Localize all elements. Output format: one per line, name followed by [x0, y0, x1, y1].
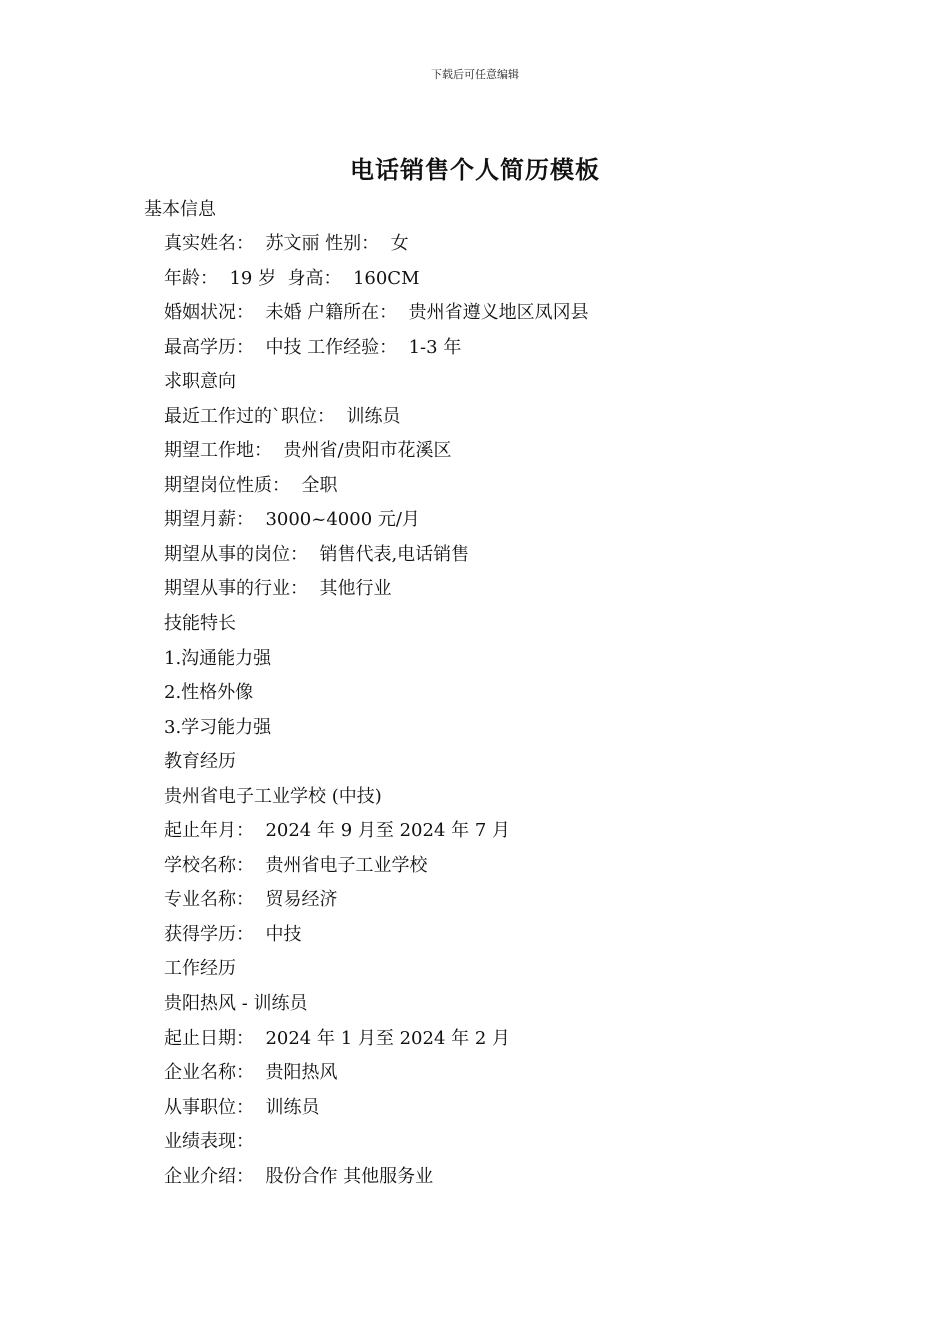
field-school-name: 学校名称： 贵州省电子工业学校 [164, 854, 428, 876]
field-job-type: 期望岗位性质： 全职 [164, 474, 338, 496]
section-heading-skills: 技能特长 [164, 613, 236, 635]
field-expected-industry: 期望从事的行业： 其他行业 [164, 578, 392, 600]
field-recent-position: 最近工作过的`职位： 训练员 [164, 405, 401, 427]
skill-item: 2.性格外像 [164, 682, 254, 704]
field-major: 专业名称： 贸易经济 [164, 889, 338, 911]
field-work-position: 从事职位： 训练员 [164, 1096, 320, 1118]
field-company-name: 企业名称： 贵阳热风 [164, 1062, 338, 1084]
page-title: 电话销售个人简历模板 [350, 156, 600, 184]
field-education-experience: 最高学历： 中技 工作经验： 1-3 年 [164, 336, 462, 358]
resume-body [164, 232, 864, 1199]
field-expected-salary: 期望月薪： 3000~4000 元/月 [164, 509, 420, 531]
section-heading-basic-info: 基本信息 [144, 199, 216, 220]
skill-item: 1.沟通能力强 [164, 647, 272, 669]
field-company-intro: 企业介绍： 股份合作 其他服务业 [164, 1165, 434, 1187]
field-performance: 业绩表现： [164, 1131, 254, 1153]
work-entry-title: 贵阳热风 - 训练员 [164, 993, 308, 1015]
field-education-dates: 起止年月： 2024 年 9 月至 2024 年 7 月 [164, 820, 511, 842]
section-heading-work: 工作经历 [164, 958, 236, 980]
field-age-height: 年龄： 19 岁 身高： 160CM [164, 267, 420, 289]
field-work-dates: 起止日期： 2024 年 1 月至 2024 年 2 月 [164, 1027, 511, 1049]
field-name-gender: 真实姓名： 苏文丽 性别： 女 [164, 233, 409, 254]
section-heading-education: 教育经历 [164, 751, 236, 773]
field-marital-hometown: 婚姻状况： 未婚 户籍所在： 贵州省遵义地区凤冈县 [164, 302, 589, 324]
education-school-entry: 贵州省电子工业学校 (中技) [164, 785, 382, 807]
skill-item: 3.学习能力强 [164, 716, 272, 738]
field-degree: 获得学历： 中技 [164, 923, 302, 945]
header-note: 下载后可任意编辑 [431, 68, 519, 81]
field-expected-positions: 期望从事的岗位： 销售代表,电话销售 [164, 543, 470, 565]
field-expected-location: 期望工作地： 贵州省/贵阳市花溪区 [164, 440, 452, 462]
section-heading-job-intention: 求职意向 [164, 371, 236, 393]
